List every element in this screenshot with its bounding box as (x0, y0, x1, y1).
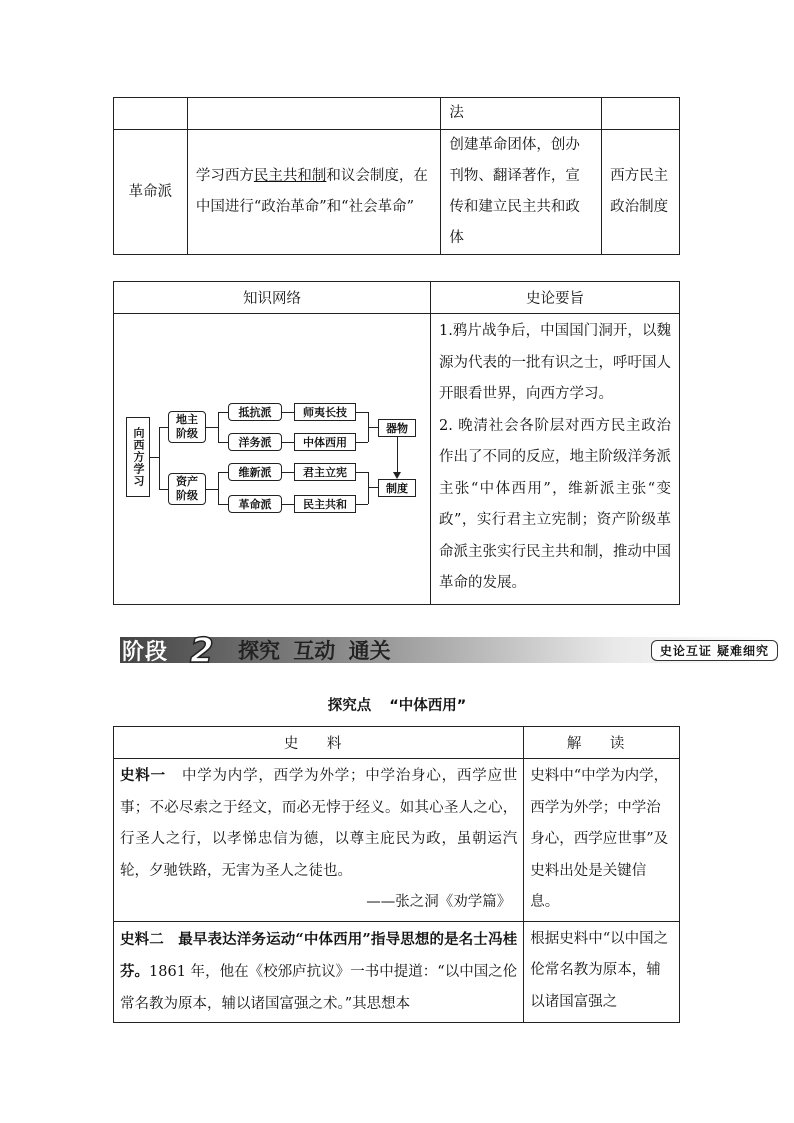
content-text: 学习西方 (195, 168, 254, 184)
connector-line (282, 442, 294, 443)
source-text (120, 761, 517, 887)
diagram-label: 器物 (386, 421, 408, 435)
summary-cell (431, 314, 680, 605)
diagram-idea-box (294, 403, 356, 421)
banner-title: 探究 互动 通关 (238, 639, 391, 663)
header-cell: 解 读 (524, 727, 680, 759)
connector-line (159, 427, 160, 489)
connector-line (356, 472, 368, 473)
connector-line (282, 504, 294, 505)
methods-cell: 创建革命团体，创办刊物、翻译著作，宣传和建立民主共和政体 (441, 130, 602, 255)
table-cell (187, 98, 441, 130)
diagram-faction-box (228, 463, 282, 481)
connector-line (218, 412, 219, 442)
connector-line (150, 457, 159, 458)
source-label: 史料一 (120, 768, 166, 784)
subheading-topic: “中体西用” (389, 698, 467, 714)
subheading-label: 探究点 (327, 698, 372, 714)
diagram-idea-box (294, 433, 356, 451)
source-body: 中学为内学，西学为外学；中学治身心，西学应世事；不必尽索之于经文，而必无悖于经义。如其心圣人之心，行圣人之行，以孝悌忠信为德，以尊主庇民为政，虽朝运汽轮，夕驰铁路，无害为圣人之徒也。 (120, 768, 518, 879)
table-row (114, 98, 680, 130)
diagram-label: 向西方学习 (132, 426, 145, 487)
connector-line (356, 442, 368, 443)
diagram-label: 民主共和 (303, 497, 347, 511)
connector-line (368, 487, 378, 488)
knowledge-network-diagram (114, 319, 430, 599)
knowledge-summary-table (113, 281, 680, 605)
connector-line (218, 442, 228, 443)
connector-line (159, 427, 168, 428)
connector-line (206, 489, 218, 490)
diagram-label: 制度 (386, 481, 408, 495)
result-cell: 西方民主政治制度 (602, 130, 680, 255)
summary-paragraph: 1.鸦片战争后，中国国门洞开，以魏源为代表的一批有识之士，呼吁国人开眼看世界，向西方学习。 (439, 323, 671, 402)
connector-line (218, 472, 219, 504)
connector-line (368, 472, 369, 504)
diagram-class-box (168, 411, 206, 443)
section-subheading (0, 694, 794, 715)
table-cell (602, 98, 680, 130)
content-text: 和议会制度，在中国进行“政治革命”和“社会革命” (195, 168, 428, 215)
diagram-root-box (126, 417, 150, 497)
connector-line (218, 472, 228, 473)
diagram-label: 资产阶级 (176, 474, 198, 502)
source-cell (114, 759, 524, 922)
sources-table (113, 726, 680, 1023)
header-cell: 知识网络 (114, 282, 431, 314)
connector-line (218, 412, 228, 413)
source-body: 最早表达洋务运动“中体西用”指导思想的是名士冯桂芬。 (120, 930, 518, 980)
table-row (114, 130, 680, 255)
diagram-label: 维新派 (238, 465, 272, 479)
interpretation-cell: 史料中“中学为内学，西学为外学；中学治身心，西学应世事”及史料出处是关键信息。 (524, 759, 680, 922)
faction-cell: 革命派 (114, 130, 188, 255)
diagram-class-box (168, 473, 206, 505)
source-citation: ——张之洞《劝学篇》 (366, 894, 512, 910)
arrow-line (397, 437, 398, 472)
table-header-row (114, 727, 680, 759)
connector-line (159, 489, 168, 490)
diagram-idea-box (294, 463, 356, 481)
header-cell: 史 料 (114, 727, 524, 759)
diagram-label: 师夷长技 (303, 405, 347, 419)
diagram-label: 抵抗派 (238, 405, 272, 419)
stage-banner (120, 631, 780, 671)
source-body: 1861 年，他在《校邠庐抗议》一书中提道：“以中国之伦常名教为原本，辅以诸国富强之术。”其思想本 (120, 964, 518, 1012)
table-cell (114, 98, 188, 130)
connector-line (218, 504, 228, 505)
diagram-faction-box (228, 495, 282, 513)
diagram-level-box (378, 479, 416, 497)
stage-number: 2 (190, 631, 214, 671)
diagram-label: 革命派 (238, 497, 272, 511)
diagram-faction-box (228, 403, 282, 421)
methods-cell: 法 (441, 98, 602, 130)
diagram-label: 君主立宪 (303, 465, 347, 479)
interpretation-cell: 根据史料中“以中国之伦常名教为原本，辅以诸国富强之 (524, 921, 680, 1023)
source-label: 史料二 (120, 931, 164, 948)
table-row (114, 759, 680, 922)
connector-line (368, 427, 378, 428)
table-row (114, 921, 680, 1023)
diagram-label: 地主阶级 (176, 412, 198, 440)
diagram-label: 洋务派 (238, 435, 272, 449)
content-cell (187, 130, 441, 255)
summary-paragraph: 2. 晚清社会各阶层对西方民主政治作出了不同的反应，地主阶级洋务派主张“中体西用”，维新派主张“变政”，实行君主立宪制；资产阶级革命派主张实行民主共和制，推动中国革命的发展。 (439, 417, 671, 591)
diagram-label: 中体西用 (303, 435, 347, 449)
stage-label: 阶段 (122, 639, 169, 665)
table-row (114, 314, 680, 605)
connector-line (282, 412, 294, 413)
header-cell: 史论要旨 (431, 282, 680, 314)
connector-line (356, 412, 368, 413)
connector-line (206, 427, 218, 428)
underlined-term: 民主共和制 (253, 168, 327, 184)
diagram-idea-box (294, 495, 356, 513)
source-cell (114, 921, 524, 1023)
factions-table-continued (113, 97, 680, 255)
arrow-down-icon (393, 472, 401, 479)
connector-line (356, 504, 368, 505)
diagram-cell (114, 314, 431, 605)
connector-line (282, 472, 294, 473)
diagram-faction-box (228, 433, 282, 451)
banner-tag: 史论互证 疑难细究 (651, 640, 778, 661)
table-header-row (114, 282, 680, 314)
diagram-level-box (378, 419, 416, 437)
